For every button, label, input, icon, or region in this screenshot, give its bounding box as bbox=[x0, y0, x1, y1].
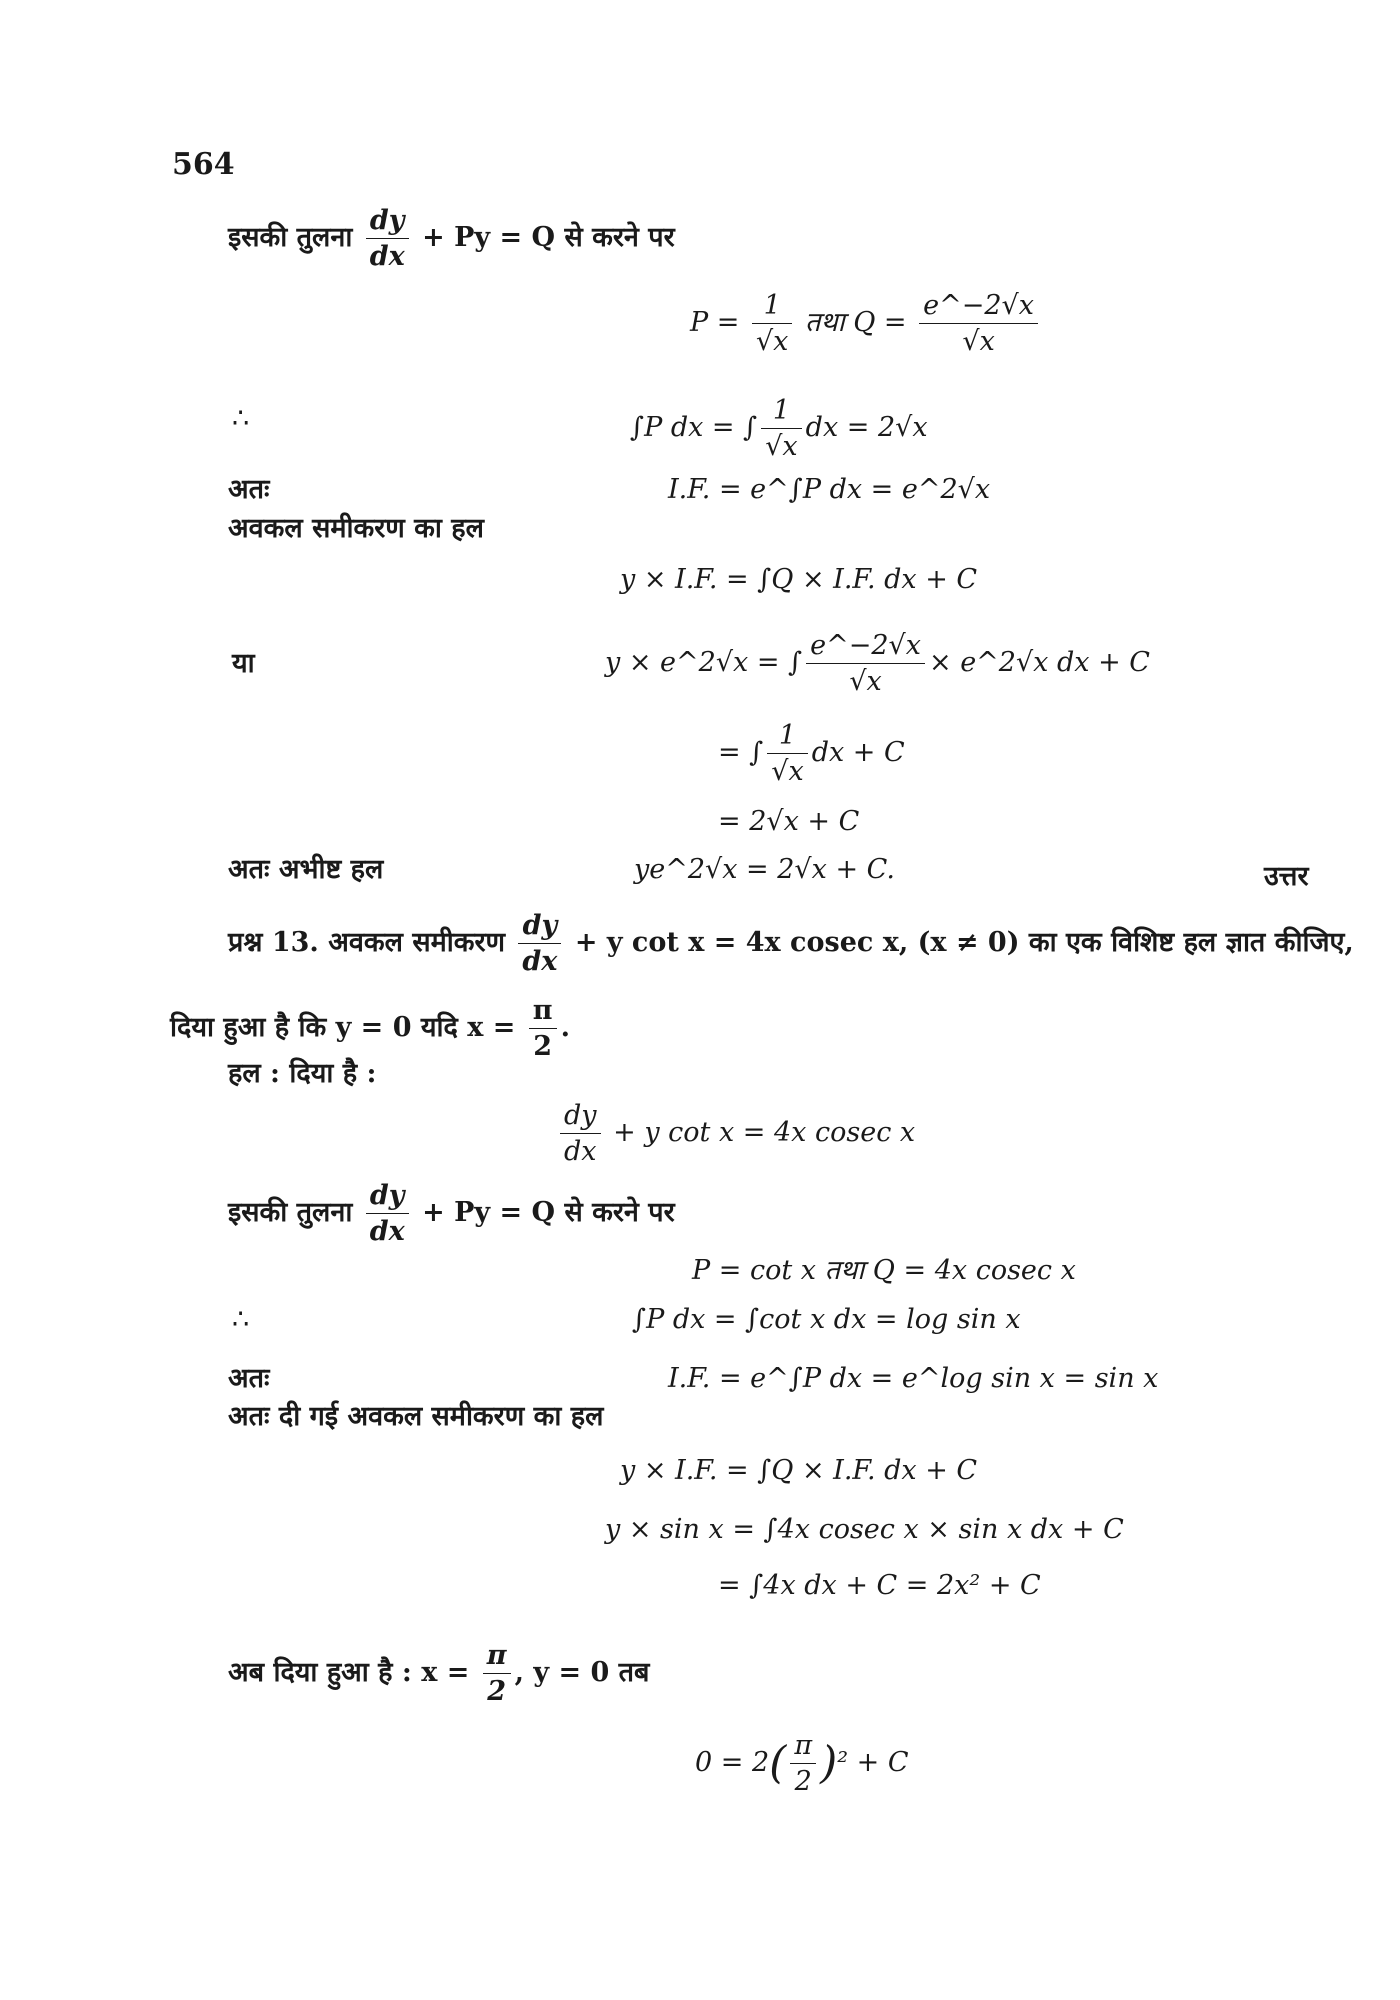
therefore-symbol-2: ∴ bbox=[232, 1304, 250, 1335]
question-13-line-2: दिया हुआ है कि y = 0 यदि x = $\frac{\pi}{2}$ . bbox=[170, 995, 570, 1063]
required-equation: ye^2√x = 2√x + C. bbox=[634, 854, 895, 885]
if-line-2: I.F. = e^∫P dx = e^log sin x = sin x bbox=[668, 1363, 1159, 1394]
step1-line: y × e^2√x = ∫ $\frac{e\^{}-2√x}{√x}$ × e^2√x dx + C bbox=[605, 630, 1150, 698]
given-condition: अब दिया हुआ है : x = $\frac{\pi}{2}$ , y = 0 तब bbox=[228, 1640, 650, 1708]
integral-p-line-2: ∫P dx = ∫cot x dx = log sin x bbox=[632, 1304, 1021, 1335]
if-line-1: I.F. = e^∫P dx = e^2√x bbox=[668, 474, 991, 505]
general-solution-2: y × I.F. = ∫Q × I.F. dx + C bbox=[620, 1455, 978, 1486]
ata-label-1: अतः bbox=[228, 474, 270, 505]
q-fraction: $\frac{e\^{}-2√x}{√x}$ bbox=[919, 290, 1038, 357]
general-solution-1: y × I.F. = ∫Q × I.F. dx + C bbox=[620, 564, 978, 595]
q13-pi-fraction: $\frac{\pi}{2}$ bbox=[529, 995, 557, 1062]
solution-heading-1: अवकल समीकरण का हल bbox=[228, 513, 484, 544]
integral-p-line: ∫P dx = ∫ $\frac{1}{√x}$ dx = 2√x bbox=[630, 395, 928, 463]
given-equation: $\frac{dy}{dx}$ + y cot x = 4x cosec x bbox=[556, 1100, 915, 1167]
compare-intro: इसकी तुलना bbox=[228, 222, 353, 254]
therefore-symbol: ∴ bbox=[232, 403, 250, 434]
step3-line: = 2√x + C bbox=[718, 806, 860, 837]
pq-line-2: P = cot x तथा Q = 4x cosec x bbox=[692, 1255, 1076, 1286]
dy-dx-fraction: $\frac{dy}{dx}$ bbox=[366, 205, 409, 272]
compare-line-1 bbox=[228, 205, 675, 272]
step2-line-2: = ∫4x dx + C = 2x² + C bbox=[718, 1570, 1041, 1601]
compare-line-2: इसकी तुलना $\frac{dy}{dx}$ + Py = Q से करने पर bbox=[228, 1180, 675, 1248]
q13-dy-dx: $\frac{dy}{dx}$ bbox=[518, 910, 561, 977]
step1-line-2: y × sin x = ∫4x cosec x × sin x dx + C bbox=[605, 1514, 1124, 1545]
p-fraction: $\frac{1}{√x}$ bbox=[752, 290, 792, 357]
ata-label-2: अतः bbox=[228, 1363, 270, 1394]
page-number: 564 bbox=[172, 147, 235, 182]
required-label: अतः अभीष्ट हल bbox=[228, 854, 384, 885]
final-equation: 0 = 2( $\frac{\pi}{2}$ )² + C bbox=[695, 1730, 909, 1798]
hal-heading: हल : दिया है : bbox=[228, 1058, 377, 1089]
solution-heading-2: अतः दी गई अवकल समीकरण का हल bbox=[228, 1401, 604, 1432]
p-q-definition: P = $\frac{1}{√x}$ तथा Q = $\frac{e\^{}-2√x}{√x}$ bbox=[690, 290, 1042, 357]
compare-rest: + Py = Q से करने पर bbox=[422, 222, 675, 254]
step2-line: = ∫ $\frac{1}{√x}$ dx + C bbox=[718, 720, 905, 788]
answer-label: उत्तर bbox=[1264, 861, 1309, 892]
question-label: प्रश्न 13. bbox=[228, 927, 319, 959]
question-13-line-1: प्रश्न 13. अवकल समीकरण $\frac{dy}{dx}$ + y cot x = 4x cosec x, (x ≠ 0) का एक विशिष्ट हल ज्ञात कीजिए, bbox=[228, 910, 1354, 978]
ya-label: या bbox=[232, 648, 255, 679]
